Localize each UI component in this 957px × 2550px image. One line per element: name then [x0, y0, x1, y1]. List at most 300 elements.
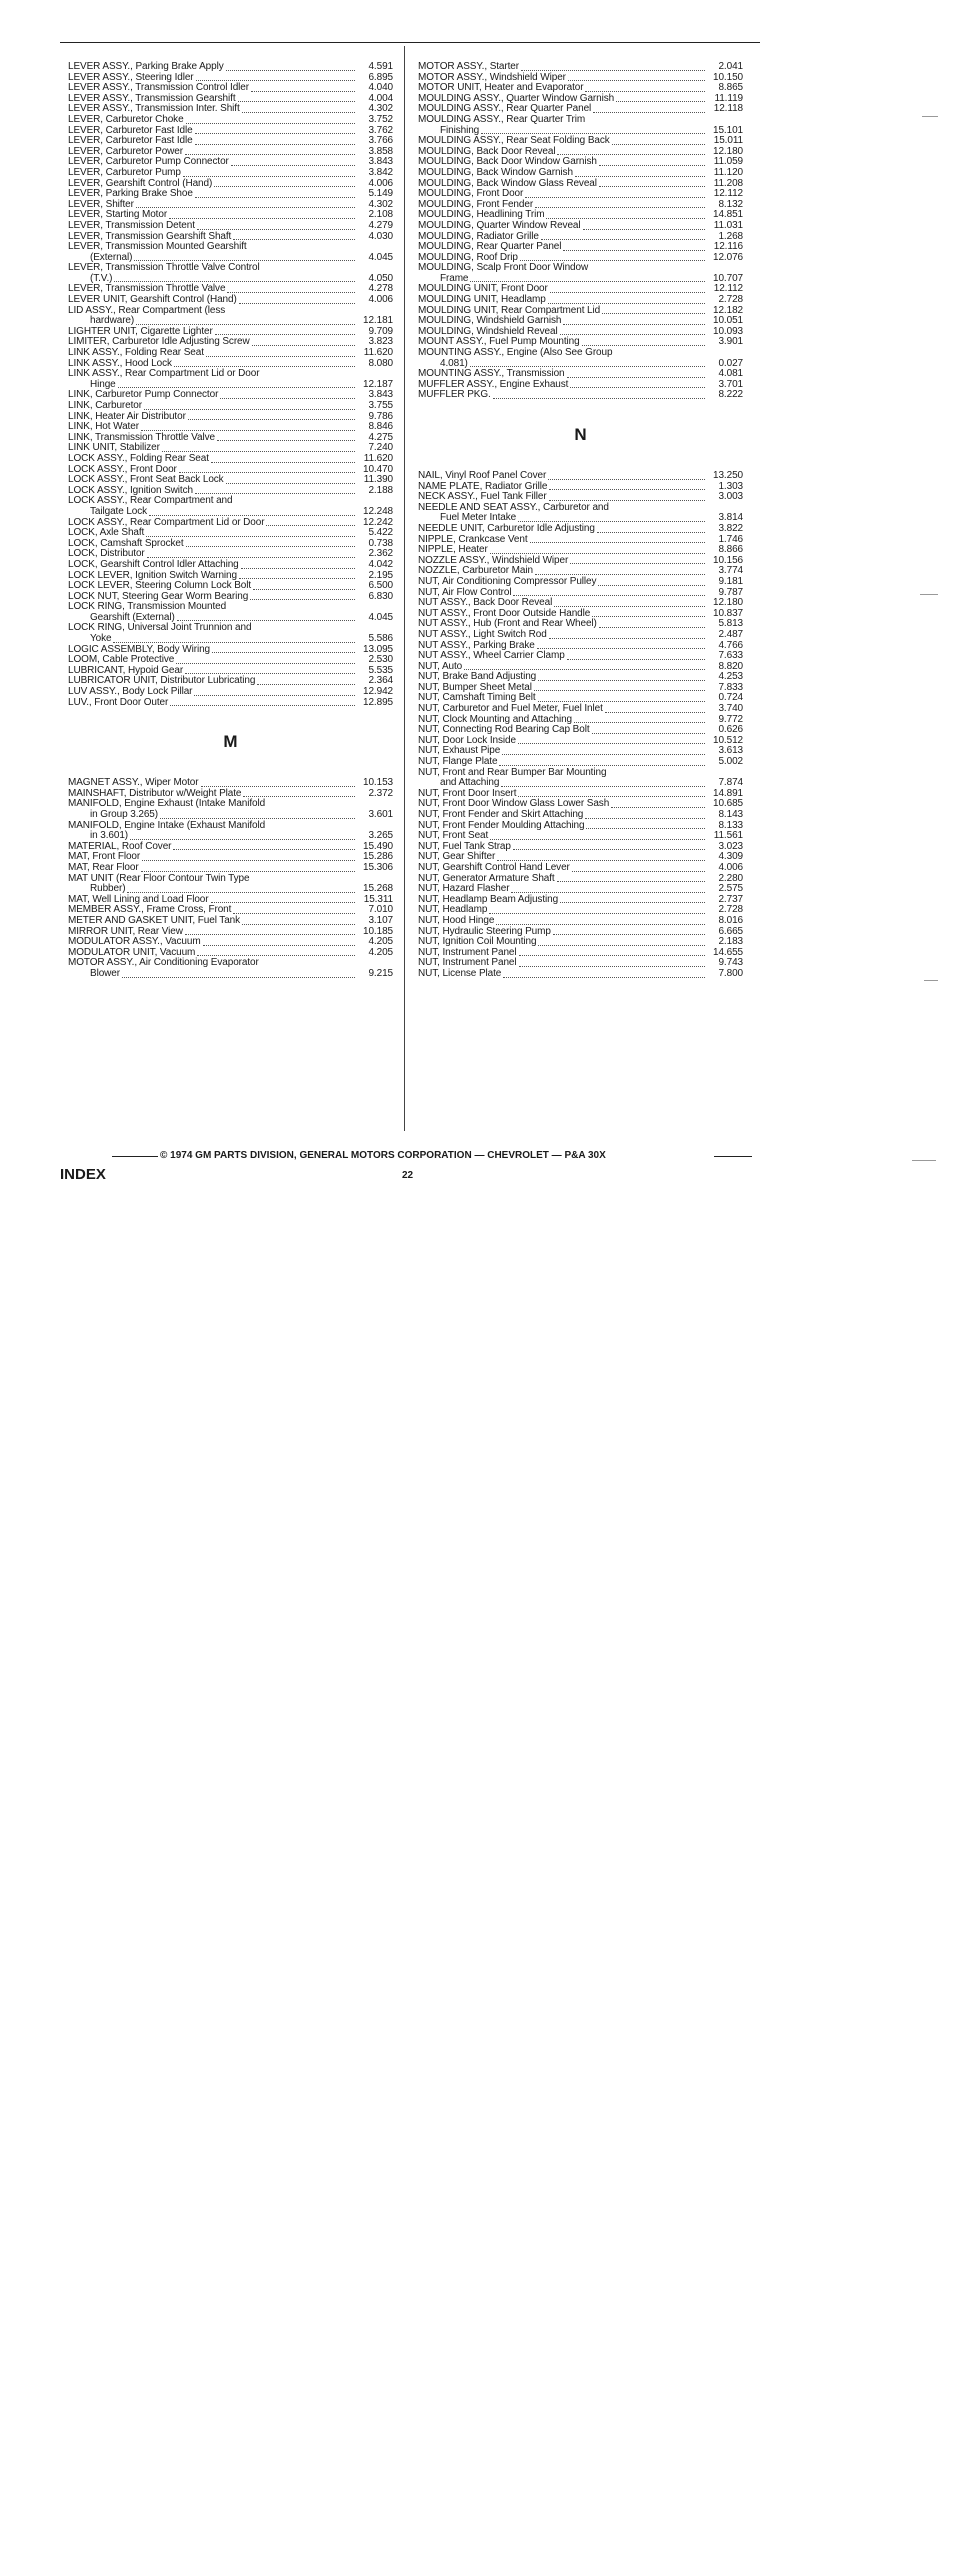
- dot-leader: [563, 250, 705, 251]
- index-entry: [418, 810, 743, 821]
- entry-page-ref: 2.728: [718, 294, 743, 306]
- scan-mark: [924, 980, 938, 981]
- dot-leader: [585, 91, 705, 92]
- entry-label: LOCK, Gearshift Control Idler Attaching: [68, 558, 239, 570]
- dot-leader: [549, 638, 705, 639]
- entry-page-ref: 12.187: [363, 378, 393, 390]
- entry-page-ref: 2.737: [718, 893, 743, 905]
- entry-label: LUBRICANT, Hypoid Gear: [68, 664, 184, 676]
- entry-label: LEVER, Transmission Throttle Valve Control: [68, 262, 260, 274]
- dot-leader: [521, 70, 705, 71]
- dot-leader: [241, 568, 355, 569]
- entry-page-ref: 8.846: [368, 421, 393, 433]
- entry-label: LOCK ASSY., Rear Compartment Lid or Door: [68, 516, 265, 528]
- entry-page-ref: 2.183: [718, 936, 743, 948]
- entry-label: LINK, Carburetor: [68, 400, 142, 411]
- footer-rule-left: [112, 1156, 158, 1157]
- dot-leader: [195, 133, 355, 134]
- entry-label: NUT, Instrument Panel: [418, 957, 517, 969]
- entry-page-ref: 6.895: [368, 71, 393, 83]
- dot-leader: [196, 80, 355, 81]
- entry-label: NUT, Air Conditioning Compressor Pulley: [418, 575, 597, 587]
- index-entry: [68, 62, 393, 73]
- index-entry-heading: [418, 115, 743, 126]
- entry-label: Fuel Meter Intake: [440, 512, 517, 524]
- dot-leader: [160, 818, 355, 819]
- dot-leader: [586, 828, 705, 829]
- entry-page-ref: 0.626: [718, 724, 743, 736]
- index-entry: [418, 390, 743, 401]
- dot-leader: [252, 345, 355, 346]
- entry-label: MOULDING UNIT, Front Door: [418, 283, 548, 295]
- entry-label: in Group 3.265): [90, 809, 158, 820]
- dot-leader: [518, 521, 705, 522]
- entry-page-ref: 2.728: [718, 904, 743, 916]
- dot-leader: [497, 860, 705, 861]
- dot-leader: [127, 892, 355, 893]
- entry-label: MOTOR UNIT, Heater and Evaporator: [418, 82, 584, 94]
- entry-label: LOCK ASSY., Folding Rear Seat: [68, 452, 209, 464]
- entry-page-ref: 3.740: [718, 703, 743, 715]
- entry-page-ref: 12.118: [713, 103, 743, 115]
- entry-label: NUT, Bumper Sheet Metal: [418, 681, 532, 693]
- entry-page-ref: 11.120: [713, 166, 743, 178]
- entry-page-ref: 10.156: [713, 554, 743, 566]
- dot-leader: [251, 91, 355, 92]
- entry-page-ref: 12.248: [363, 505, 393, 517]
- entry-page-ref: 8.865: [718, 82, 743, 94]
- dot-leader: [233, 239, 355, 240]
- entry-page-ref: 5.535: [368, 664, 393, 676]
- entry-page-ref: 8.820: [718, 660, 743, 672]
- entry-label: LOCK ASSY., Rear Compartment and: [68, 495, 233, 507]
- entry-page-ref: 12.181: [363, 315, 393, 327]
- entry-label: NUT, Headlamp: [418, 904, 488, 916]
- entry-label: MOULDING, Roof Drip: [418, 251, 518, 263]
- entry-label: MOULDING, Headlining Trim: [418, 209, 545, 221]
- dot-leader: [597, 532, 705, 533]
- scan-mark: [922, 116, 938, 117]
- entry-page-ref: 7.633: [718, 650, 743, 662]
- dot-leader: [616, 101, 705, 102]
- entry-page-ref: 10.470: [363, 463, 393, 475]
- entry-label: LOCK, Distributor: [68, 548, 145, 560]
- dot-leader: [114, 281, 355, 282]
- entry-label: Tailgate Lock: [90, 505, 148, 517]
- entry-label: (External): [90, 251, 133, 263]
- entry-label: Frame: [440, 272, 469, 284]
- entry-page-ref: 12.242: [363, 516, 393, 528]
- dot-leader: [144, 409, 355, 410]
- dot-leader: [520, 260, 705, 261]
- dot-leader: [582, 345, 705, 346]
- dot-leader: [238, 101, 355, 102]
- entry-page-ref: 14.851: [713, 209, 743, 221]
- index-entry: [418, 221, 743, 232]
- dot-leader: [503, 977, 705, 978]
- entry-label: hardware): [90, 315, 135, 327]
- entry-page-ref: 12.116: [713, 241, 743, 253]
- entry-page-ref: 5.813: [718, 618, 743, 630]
- entry-page-ref: 9.709: [368, 325, 393, 337]
- entry-label: LOCK LEVER, Steering Column Lock Bolt: [68, 580, 252, 592]
- dot-leader: [194, 695, 355, 696]
- dot-leader: [188, 419, 355, 420]
- entry-label: NUT, License Plate: [418, 967, 502, 979]
- entry-page-ref: 15.311: [363, 893, 393, 905]
- dot-leader: [134, 260, 355, 261]
- dot-leader: [197, 955, 355, 956]
- entry-label: 4.081): [440, 357, 468, 369]
- dot-leader: [611, 807, 705, 808]
- entry-page-ref: 9.786: [368, 410, 393, 422]
- entry-page-ref: 13.095: [363, 643, 393, 655]
- entry-label: NUT, Hood Hinge: [418, 914, 495, 926]
- entry-page-ref: 15.490: [363, 840, 393, 852]
- entry-page-ref: 9.772: [718, 713, 743, 725]
- entry-label: NUT, Ignition Coil Mounting: [418, 936, 537, 948]
- entry-label: MATERIAL, Roof Cover: [68, 840, 172, 852]
- entry-page-ref: 8.866: [718, 544, 743, 556]
- entry-label: NUT, Front Fender Moulding Attaching: [418, 819, 585, 831]
- entry-label: NUT, Auto: [418, 660, 463, 672]
- entry-label: LOCK ASSY., Ignition Switch: [68, 484, 193, 496]
- entry-page-ref: 11.561: [713, 830, 743, 842]
- entry-page-ref: 15.286: [363, 851, 393, 863]
- dot-leader: [185, 673, 355, 674]
- entry-label: MUFFLER ASSY., Engine Exhaust: [418, 378, 569, 390]
- dot-leader: [206, 356, 355, 357]
- entry-label: MOULDING, Back Door Window Garnish: [418, 156, 597, 168]
- entry-page-ref: 3.023: [718, 840, 743, 852]
- entry-label: NUT, Hazard Flasher: [418, 883, 510, 895]
- index-entry: [418, 62, 743, 73]
- entry-page-ref: 12.112: [713, 283, 743, 295]
- entry-label: LEVER, Transmission Gearshift Shaft: [68, 230, 232, 242]
- entry-page-ref: 4.205: [368, 936, 393, 948]
- entry-page-ref: 0.027: [718, 357, 743, 369]
- entry-label: MOULDING UNIT, Headlamp: [418, 294, 546, 306]
- entry-label: LIMITER, Carburetor Idle Adjusting Screw: [68, 336, 250, 348]
- dot-leader: [490, 839, 705, 840]
- copyright-line: © 1974 GM PARTS DIVISION, GENERAL MOTORS CORPORATION — CHEVROLET — P&A 30X: [160, 1150, 606, 1161]
- entry-label: NUT ASSY., Light Switch Rod: [418, 628, 547, 640]
- entry-page-ref: 2.188: [368, 484, 393, 496]
- entry-page-ref: 5.586: [368, 633, 393, 645]
- dot-leader: [185, 154, 355, 155]
- dot-leader: [550, 292, 705, 293]
- dot-leader: [546, 218, 705, 219]
- dot-leader: [599, 186, 705, 187]
- dot-leader: [242, 924, 355, 925]
- entry-label: LEVER, Carburetor Choke: [68, 113, 184, 125]
- column-divider: [404, 46, 405, 1131]
- entry-label: LINK, Heater Air Distributor: [68, 410, 186, 422]
- entry-page-ref: 4.302: [368, 198, 393, 210]
- index-entry: [68, 560, 393, 571]
- entry-page-ref: 9.787: [718, 586, 743, 598]
- dot-leader: [499, 765, 705, 766]
- index-entry-continuation: [68, 507, 393, 518]
- entry-page-ref: 12.076: [713, 251, 743, 263]
- entry-label: MOUNTING ASSY., Transmission: [418, 368, 565, 380]
- index-entry: [68, 401, 393, 412]
- entry-label: LEVER, Parking Brake Shoe: [68, 188, 193, 200]
- entry-label: LEVER ASSY., Transmission Control Idler: [68, 82, 249, 94]
- entry-label: NEEDLE UNIT, Carburetor Idle Adjusting: [418, 522, 595, 534]
- entry-page-ref: 4.042: [368, 558, 393, 570]
- dot-leader: [519, 966, 706, 967]
- entry-label: LINK UNIT, Stabilizer: [68, 442, 160, 454]
- dot-leader: [141, 871, 355, 872]
- dot-leader: [592, 616, 705, 617]
- entry-page-ref: 9.743: [718, 957, 743, 969]
- dot-leader: [519, 955, 706, 956]
- dot-leader: [535, 574, 705, 575]
- entry-page-ref: 8.080: [368, 357, 393, 369]
- index-entry: [418, 630, 743, 641]
- entry-label: LEVER, Starting Motor: [68, 209, 168, 221]
- dot-leader: [212, 652, 355, 653]
- entry-page-ref: 7.240: [368, 442, 393, 454]
- entry-page-ref: 3.843: [368, 156, 393, 168]
- entry-label: NUT ASSY., Back Door Reveal: [418, 597, 553, 609]
- entry-label: MOULDING, Quarter Window Reveal: [418, 219, 581, 231]
- dot-leader: [239, 578, 355, 579]
- section-letter: M: [223, 732, 238, 752]
- entry-label: LID ASSY., Rear Compartment (less: [68, 304, 226, 316]
- entry-page-ref: 2.280: [718, 872, 743, 884]
- entry-page-ref: 2.108: [368, 209, 393, 221]
- dot-leader: [518, 796, 705, 797]
- entry-label: NUT, Fuel Tank Strap: [418, 840, 511, 852]
- dot-leader: [162, 451, 355, 452]
- top-rule: [60, 42, 760, 43]
- dot-leader: [201, 786, 355, 787]
- dot-leader: [170, 705, 355, 706]
- entry-label: MOULDING, Scalp Front Door Window: [418, 262, 589, 274]
- entry-page-ref: 10.837: [713, 607, 743, 619]
- dot-leader: [211, 462, 355, 463]
- dot-leader: [592, 733, 706, 734]
- dot-leader: [233, 913, 355, 914]
- entry-label: LOCK RING, Transmission Mounted: [68, 601, 227, 613]
- entry-label: LINK ASSY., Hood Lock: [68, 357, 172, 369]
- entry-label: MOULDING, Front Door: [418, 188, 524, 200]
- entry-label: NUT, Instrument Panel: [418, 946, 517, 958]
- entry-page-ref: 8.133: [718, 819, 743, 831]
- entry-page-ref: 9.181: [718, 575, 743, 587]
- entry-label: NAME PLATE, Radiator Grille: [418, 480, 548, 492]
- entry-page-ref: 3.842: [368, 166, 393, 178]
- entry-label: LIGHTER UNIT, Cigarette Lighter: [68, 325, 213, 337]
- entry-label: LEVER, Transmission Throttle Valve: [68, 283, 226, 295]
- entry-page-ref: 3.822: [718, 522, 743, 534]
- entry-label: MAT, Well Lining and Load Floor: [68, 893, 209, 905]
- entry-label: MOULDING, Windshield Reveal: [418, 325, 558, 337]
- dot-leader: [548, 303, 705, 304]
- entry-label: LOGIC ASSEMBLY, Body Wiring: [68, 643, 210, 655]
- entry-page-ref: 0.738: [368, 537, 393, 549]
- index-entry: [418, 969, 743, 980]
- dot-leader: [242, 112, 355, 113]
- index-entry-heading: [68, 369, 393, 380]
- entry-label: MOULDING, Back Window Glass Reveal: [418, 177, 597, 189]
- entry-page-ref: 11.208: [713, 177, 743, 189]
- entry-label: in 3.601): [90, 830, 129, 842]
- entry-page-ref: 11.620: [363, 452, 393, 464]
- entry-page-ref: 10.150: [713, 71, 743, 83]
- dot-leader: [563, 324, 705, 325]
- entry-page-ref: 3.901: [718, 336, 743, 348]
- entry-label: LEVER ASSY., Transmission Inter. Shift: [68, 103, 240, 115]
- dot-leader: [470, 366, 705, 367]
- entry-label: NUT ASSY., Front Door Outside Handle: [418, 607, 591, 619]
- dot-leader: [217, 440, 355, 441]
- entry-page-ref: 2.530: [368, 654, 393, 666]
- dot-leader: [502, 754, 705, 755]
- dot-leader: [211, 902, 356, 903]
- dot-leader: [605, 712, 705, 713]
- entry-page-ref: 3.752: [368, 113, 393, 125]
- entry-label: NUT ASSY., Wheel Carrier Clamp: [418, 650, 565, 662]
- entry-label: LINK ASSY., Folding Rear Seat: [68, 347, 204, 359]
- entry-label: LINK, Carburetor Pump Connector: [68, 389, 219, 401]
- entry-label: NUT, Camshaft Timing Belt: [418, 692, 536, 704]
- entry-label: NAIL, Vinyl Roof Panel Cover: [418, 470, 547, 481]
- dot-leader: [574, 722, 705, 723]
- entry-page-ref: 15.306: [363, 861, 393, 873]
- dot-leader: [253, 589, 355, 590]
- dot-leader: [560, 334, 705, 335]
- dot-leader: [554, 606, 705, 607]
- index-entry: [418, 651, 743, 662]
- dot-leader: [570, 563, 705, 564]
- dot-leader: [567, 377, 706, 378]
- index-entry-heading: [68, 263, 393, 274]
- entry-page-ref: 15.268: [363, 883, 393, 895]
- dot-leader: [136, 207, 355, 208]
- entry-page-ref: 4.081: [718, 368, 743, 380]
- entry-page-ref: 4.006: [368, 177, 393, 189]
- entry-label: NUT, Carburetor and Fuel Meter, Fuel Inlet: [418, 703, 603, 715]
- entry-page-ref: 4.766: [718, 639, 743, 651]
- index-entry: [68, 454, 393, 465]
- entry-label: NUT, Front and Rear Bumper Bar Mounting: [418, 766, 607, 778]
- entry-label: LOCK NUT, Steering Gear Worm Bearing: [68, 590, 249, 602]
- entry-label: LEVER, Carburetor Power: [68, 145, 183, 157]
- entry-page-ref: 7.010: [368, 904, 393, 916]
- entry-label: NUT ASSY., Hub (Front and Rear Wheel): [418, 618, 597, 630]
- entry-label: MUFFLER PKG.: [418, 389, 491, 401]
- entry-label: NUT, Gearshift Control Hand Lever: [418, 861, 570, 873]
- entry-page-ref: 6.500: [368, 580, 393, 592]
- entry-label: LEVER ASSY., Parking Brake Apply: [68, 61, 224, 72]
- entry-label: NIPPLE, Heater: [418, 544, 488, 556]
- entry-label: NUT, Generator Armature Shaft: [418, 872, 555, 884]
- dot-leader: [490, 553, 705, 554]
- entry-page-ref: 4.045: [368, 251, 393, 263]
- entry-page-ref: 10.185: [363, 925, 393, 937]
- index-entry-continuation: [68, 810, 393, 821]
- dot-leader: [203, 945, 355, 946]
- entry-label: NUT, Connecting Rod Bearing Cap Bolt: [418, 724, 590, 736]
- entry-page-ref: 6.830: [368, 590, 393, 602]
- dot-leader: [226, 483, 355, 484]
- entry-label: NEEDLE AND SEAT ASSY., Carburetor and: [418, 501, 609, 513]
- entry-page-ref: 15.011: [713, 135, 743, 147]
- entry-page-ref: 4.040: [368, 82, 393, 94]
- entry-page-ref: 10.051: [713, 315, 743, 327]
- entry-label: NUT, Front Seat: [418, 830, 489, 842]
- entry-page-ref: 10.707: [713, 272, 743, 284]
- entry-label: LEVER, Carburetor Fast Idle: [68, 124, 193, 136]
- entry-label: LINK, Hot Water: [68, 421, 139, 433]
- entry-label: LINK ASSY., Rear Compartment Lid or Door: [68, 368, 260, 380]
- footer-rule-right: [714, 1156, 752, 1157]
- entry-page-ref: 2.362: [368, 548, 393, 560]
- dot-leader: [147, 557, 355, 558]
- entry-label: Hinge: [90, 378, 116, 390]
- page-number: 22: [402, 1170, 414, 1181]
- dot-leader: [186, 546, 355, 547]
- entry-label: (T.V.): [90, 272, 113, 284]
- entry-label: LEVER, Transmission Mounted Gearshift: [68, 241, 247, 253]
- dot-leader: [538, 945, 705, 946]
- entry-label: MOULDING UNIT, Rear Compartment Lid: [418, 304, 601, 316]
- entry-label: NIPPLE, Crankcase Vent: [418, 533, 528, 545]
- dot-leader: [549, 500, 705, 501]
- entry-label: METER AND GASKET UNIT, Fuel Tank: [68, 914, 241, 926]
- entry-page-ref: 8.143: [718, 809, 743, 820]
- entry-label: MOULDING ASSY., Rear Seat Folding Back: [418, 135, 610, 147]
- entry-page-ref: 1.746: [718, 533, 743, 545]
- dot-leader: [570, 387, 705, 388]
- dot-leader: [583, 229, 705, 230]
- entry-page-ref: 1.303: [718, 480, 743, 492]
- entry-page-ref: 11.059: [713, 156, 743, 168]
- entry-label: Blower: [90, 967, 120, 979]
- dot-leader: [534, 690, 705, 691]
- entry-page-ref: 4.275: [368, 431, 393, 443]
- scan-mark: [912, 1160, 936, 1161]
- dot-leader: [215, 334, 355, 335]
- entry-page-ref: 4.279: [368, 219, 393, 231]
- entry-label: MANIFOLD, Engine Intake (Exhaust Manifold: [68, 819, 266, 831]
- entry-page-ref: 2.372: [368, 787, 393, 799]
- entry-page-ref: 2.487: [718, 628, 743, 640]
- index-entry: [68, 168, 393, 179]
- dot-leader: [537, 648, 705, 649]
- entry-label: MOTOR ASSY., Windshield Wiper: [418, 71, 566, 83]
- dot-leader: [549, 489, 705, 490]
- entry-page-ref: 3.814: [718, 512, 743, 524]
- entry-page-ref: 12.182: [713, 304, 743, 316]
- dot-leader: [136, 324, 355, 325]
- index-entry: [418, 471, 743, 482]
- dot-leader: [197, 229, 355, 230]
- entry-label: MODULATOR ASSY., Vacuum: [68, 936, 201, 948]
- dot-leader: [146, 536, 355, 537]
- dot-leader: [572, 871, 705, 872]
- dot-leader: [195, 493, 355, 494]
- dot-leader: [612, 144, 705, 145]
- dot-leader: [557, 154, 705, 155]
- entry-page-ref: 4.302: [368, 103, 393, 115]
- entry-page-ref: 12.942: [363, 686, 393, 698]
- index-entry: [418, 863, 743, 874]
- dot-leader: [231, 165, 355, 166]
